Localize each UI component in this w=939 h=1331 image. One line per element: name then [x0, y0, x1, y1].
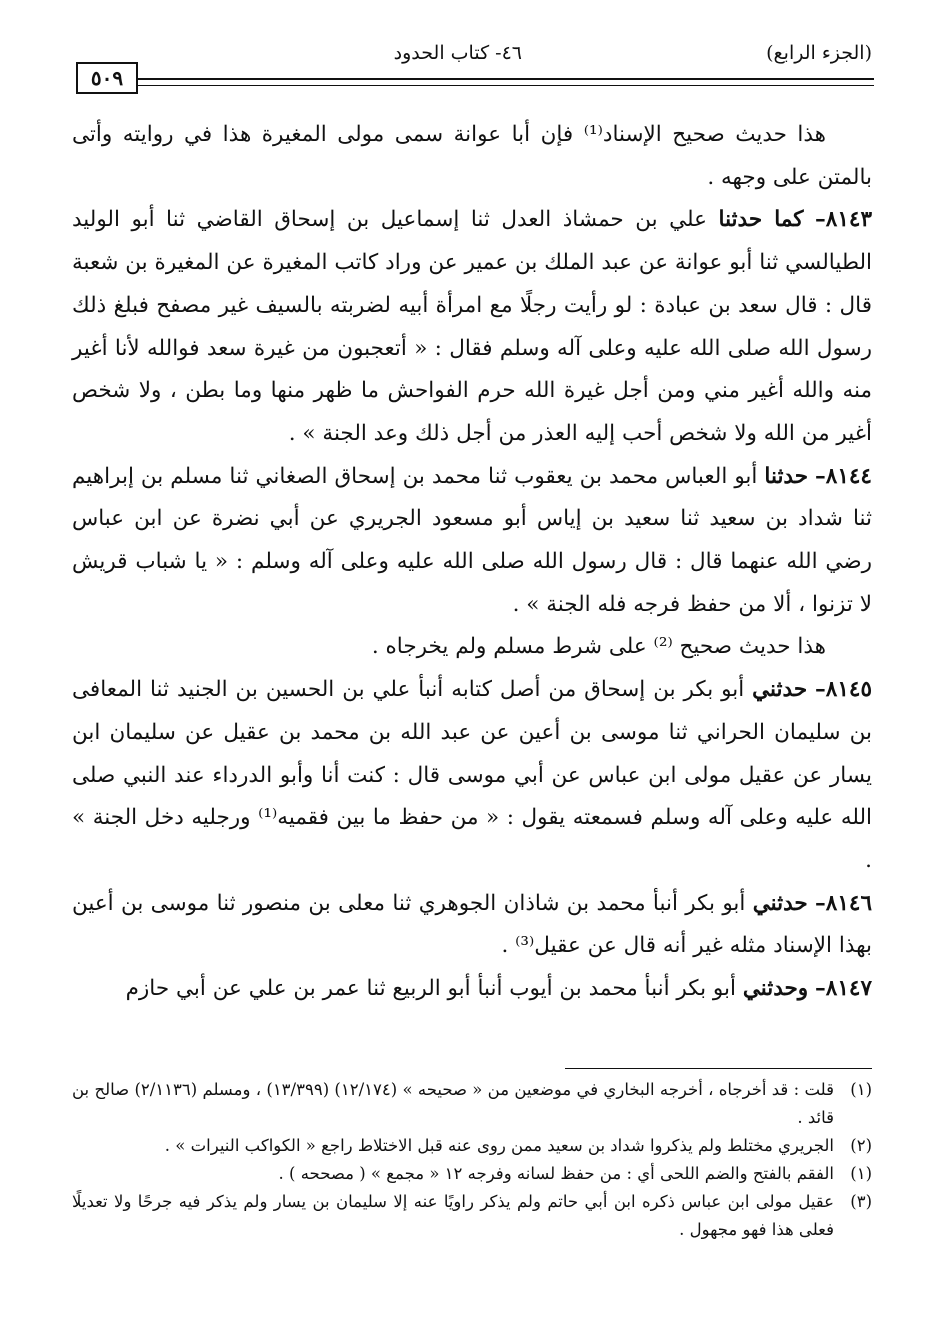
hadith-number: ٨١٤٤–	[815, 463, 872, 489]
narration-label: حدثنا	[764, 463, 809, 489]
header-rule-thin	[136, 85, 874, 86]
footnote	[72, 1076, 872, 1132]
footnote	[72, 1160, 872, 1188]
hadith-text: أبو بكر أنبأ محمد بن شاذان الجوهري ثنا معلى بن منصور ثنا موسى بن أعين بهذا الإسناد مثله غير أنه قال عن عقيل⁽³⁾ .	[72, 890, 872, 959]
narration-label: حدثني	[752, 677, 808, 703]
narration-label: وحدثني	[742, 976, 809, 1002]
hadith-number: ٨١٤٧–	[815, 976, 872, 1002]
hadith-8145	[72, 669, 872, 883]
footnote-separator	[565, 1068, 872, 1069]
chapter-title: ٤٦- كتاب الحدود	[393, 42, 522, 64]
hadith-text: علي بن حمشاذ العدل ثنا إسماعيل بن إسحاق القاضي ثنا أبو الوليد الطيالسي ثنا أبو عوانة عن عبد الملك بن عمير عن وراد كاتب المغيرة عن المغيرة بن شعبة قال : قال سعد بن عبادة : لو رأيت رجلًا مع امرأة أبيه لضربته بالسيف غير مصفح فبلغ ذلك رسول الله صلى الله عليه وعلى آله وسلم فقال : « أتعجبون من غيرة سعد فوالله لأنا أغير منه والله أغير مني ومن أجل غيرة الله حرم الفواحش ما ظهر منها وما بطن ، ولا شخص أغير من الله ولا شخص أحب إليه العذر من أجل ذلك وعد الجنة » .	[72, 207, 872, 446]
page-number: ٥٠٩	[76, 62, 138, 94]
main-text	[72, 114, 872, 1011]
footnote-marker: (١)	[850, 1080, 872, 1099]
footnote-text: الجريري مختلط ولم يذكروا شداد بن سعيد ممن روى عنه قبل الاختلاط راجع « الكواكب النيرات » .	[164, 1136, 834, 1155]
hadith-number: ٨١٤٥–	[815, 677, 872, 703]
hadith-text: أبو بكر بن إسحاق من أصل كتابه أنبأ علي بن الحسين بن الجنيد ثنا المعافى بن سليمان الحراني ثنا موسى بن أعين عن عبد الله بن محمد بن عقيل عن سليمان ابن يسار عن عقيل مولى ابن عباس عن أبي موسى قال : كنت أنا وأبو الدرداء عند النبي صلى الله عليه وعلى آله وسلم فسمعته يقول : « من حفظ ما بين فقميه⁽¹⁾ ورجليه دخل الجنة » .	[72, 677, 872, 873]
footnote	[72, 1132, 872, 1160]
footnote-marker: (١)	[850, 1164, 872, 1183]
authentication-note-2: هذا حديث صحيح ⁽²⁾ على شرط مسلم ولم يخرجاه .	[371, 634, 826, 660]
authentication-note-1: هذا حديث صحيح الإسناد⁽¹⁾ فإن أبا عوانة سمى مولى المغيرة هذا في روايته وأتى بالمتن على وجهه .	[72, 122, 872, 190]
hadith-8146	[72, 883, 872, 968]
footnote-marker: (٣)	[850, 1192, 872, 1211]
running-header	[72, 42, 872, 72]
footnote	[72, 1188, 872, 1244]
footnote-text: الفقم بالفتح والضم اللحى أي : من حفظ لسانه وفرجه ١٢ « مجمع » ( مصححه ) .	[278, 1164, 834, 1183]
hadith-text: أبو بكر أنبأ محمد بن أيوب أنبأ أبو الربيع ثنا عمر بن علي عن أبي حازم	[125, 976, 736, 1002]
footnotes	[72, 1076, 872, 1244]
hadith-number: ٨١٤٣–	[815, 207, 872, 233]
header-rule	[136, 78, 874, 80]
footnote-marker: (٢)	[850, 1136, 872, 1155]
hadith-8143	[72, 199, 872, 455]
narration-label: حدثني	[752, 890, 808, 916]
hadith-8147	[72, 968, 872, 1011]
narration-label: كما حدثنا	[718, 207, 804, 233]
hadith-text: أبو العباس محمد بن يعقوب ثنا محمد بن إسحاق الصغاني ثنا مسلم بن إبراهيم ثنا شداد بن سعيد ثنا سعيد بن إياس أبو مسعود الجريري عن أبي نضرة عن ابن عباس رضي الله عنهما قال : قال رسول الله صلى الله عليه وعلى آله وسلم : « يا شباب قريش لا تزنوا ، ألا من حفظ فرجه فله الجنة » .	[72, 463, 872, 617]
hadith-number: ٨١٤٦–	[815, 890, 872, 916]
volume-label: (الجزء الرابع)	[766, 42, 872, 64]
hadith-8144	[72, 456, 872, 627]
footnote-text: قلت : قد أخرجاه ، أخرجه البخاري في موضعين من « صحيحه » (١٢/١٧٤) (١٣/٣٩٩) ، ومسلم (٢/١١٣٦) صالح بن قائد .	[72, 1080, 834, 1127]
footnote-text: عقيل مولى ابن عباس ذكره ابن أبي حاتم ولم يذكر راويًا عنه إلا سليمان بن يسار ولم يذكر فيه جرحًا ولا تعديلًا فعلى هذا فهو مجهول .	[72, 1192, 834, 1239]
